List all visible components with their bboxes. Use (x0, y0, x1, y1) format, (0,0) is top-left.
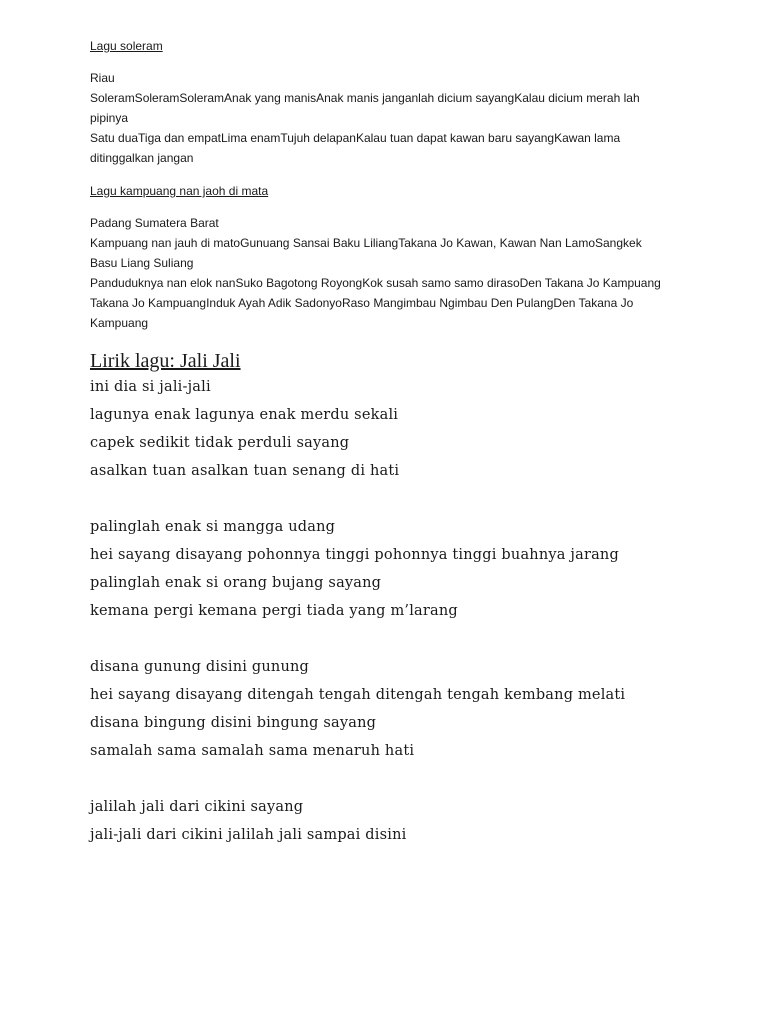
lyric-line: jalilah jali dari cikini sayang (90, 799, 304, 815)
soleram-line: Satu duaTiga dan empatLima enamTujuh delapanKalau tuan dapat kawan baru sayangKawan lama (90, 131, 621, 145)
lyrics-stanza-3 (90, 653, 730, 765)
soleram-line: Riau (90, 71, 115, 85)
lyrics-stanza-1 (90, 373, 730, 485)
kampuang-line: Panduduknya nan elok nanSuko Bagotong RoyongKok susah samo samo dirasoDen Takana Jo Kampuang (90, 276, 661, 290)
soleram-line: ditinggalkan jangan (90, 151, 194, 165)
lyric-line: asalkan tuan asalkan tuan senang di hati (90, 463, 400, 479)
lyric-line: ini dia si jali-jali (90, 379, 211, 395)
kampuang-line: Basu Liang Suliang (90, 256, 194, 270)
section-title-kampuang: Lagu kampuang nan jaoh di mata (90, 184, 269, 198)
lyric-line: palinglah enak si orang bujang sayang (90, 575, 382, 591)
lyric-line: disana gunung disini gunung (90, 659, 310, 675)
section-jali-jali (90, 349, 730, 849)
section-kampuang (90, 183, 690, 333)
kampuang-line: Kampuang (90, 316, 149, 330)
kampuang-line: Kampuang nan jauh di matoGunuang Sansai Baku LiliangTakana Jo Kawan, Kawan Nan LamoSangkek (90, 236, 642, 250)
lyric-line: hei sayang disayang ditengah tengah ditengah tengah kembang melati (90, 687, 626, 703)
lyric-line: lagunya enak lagunya enak merdu sekali (90, 407, 399, 423)
lyric-line: palinglah enak si mangga udang (90, 519, 336, 535)
kampuang-lines (90, 213, 690, 333)
lyric-line: hei sayang disayang pohonnya tinggi pohonnya tinggi buahnya jarang (90, 547, 619, 563)
lyrics-stanza-2 (90, 513, 730, 625)
soleram-line: pipinya (90, 111, 129, 125)
lyric-line: disana bingung disini bingung sayang (90, 715, 377, 731)
section-title-soleram: Lagu soleram (90, 39, 163, 53)
soleram-line: SoleramSoleramSoleramAnak yang manisAnak manis janganlah dicium sayangKalau dicium merah lah (90, 91, 640, 105)
soleram-lines (90, 68, 690, 168)
lyrics-stanza-4 (90, 793, 730, 849)
lyric-line: jali-jali dari cikini jalilah jali sampai disini (90, 827, 407, 843)
kampuang-line: Padang Sumatera Barat (90, 216, 219, 230)
lyric-line: kemana pergi kemana pergi tiada yang m’larang (90, 603, 458, 619)
lyric-line: samalah sama samalah sama menaruh hati (90, 743, 415, 759)
kampuang-line: Takana Jo KampuangInduk Ayah Adik SadonyoRaso Mangimbau Ngimbau Den PulangDen Takana Jo (90, 296, 634, 310)
section-soleram (90, 38, 690, 168)
section-title-jali-jali: Lirik lagu: Jali Jali (90, 350, 241, 372)
lyric-line: capek sedikit tidak perduli sayang (90, 435, 350, 451)
